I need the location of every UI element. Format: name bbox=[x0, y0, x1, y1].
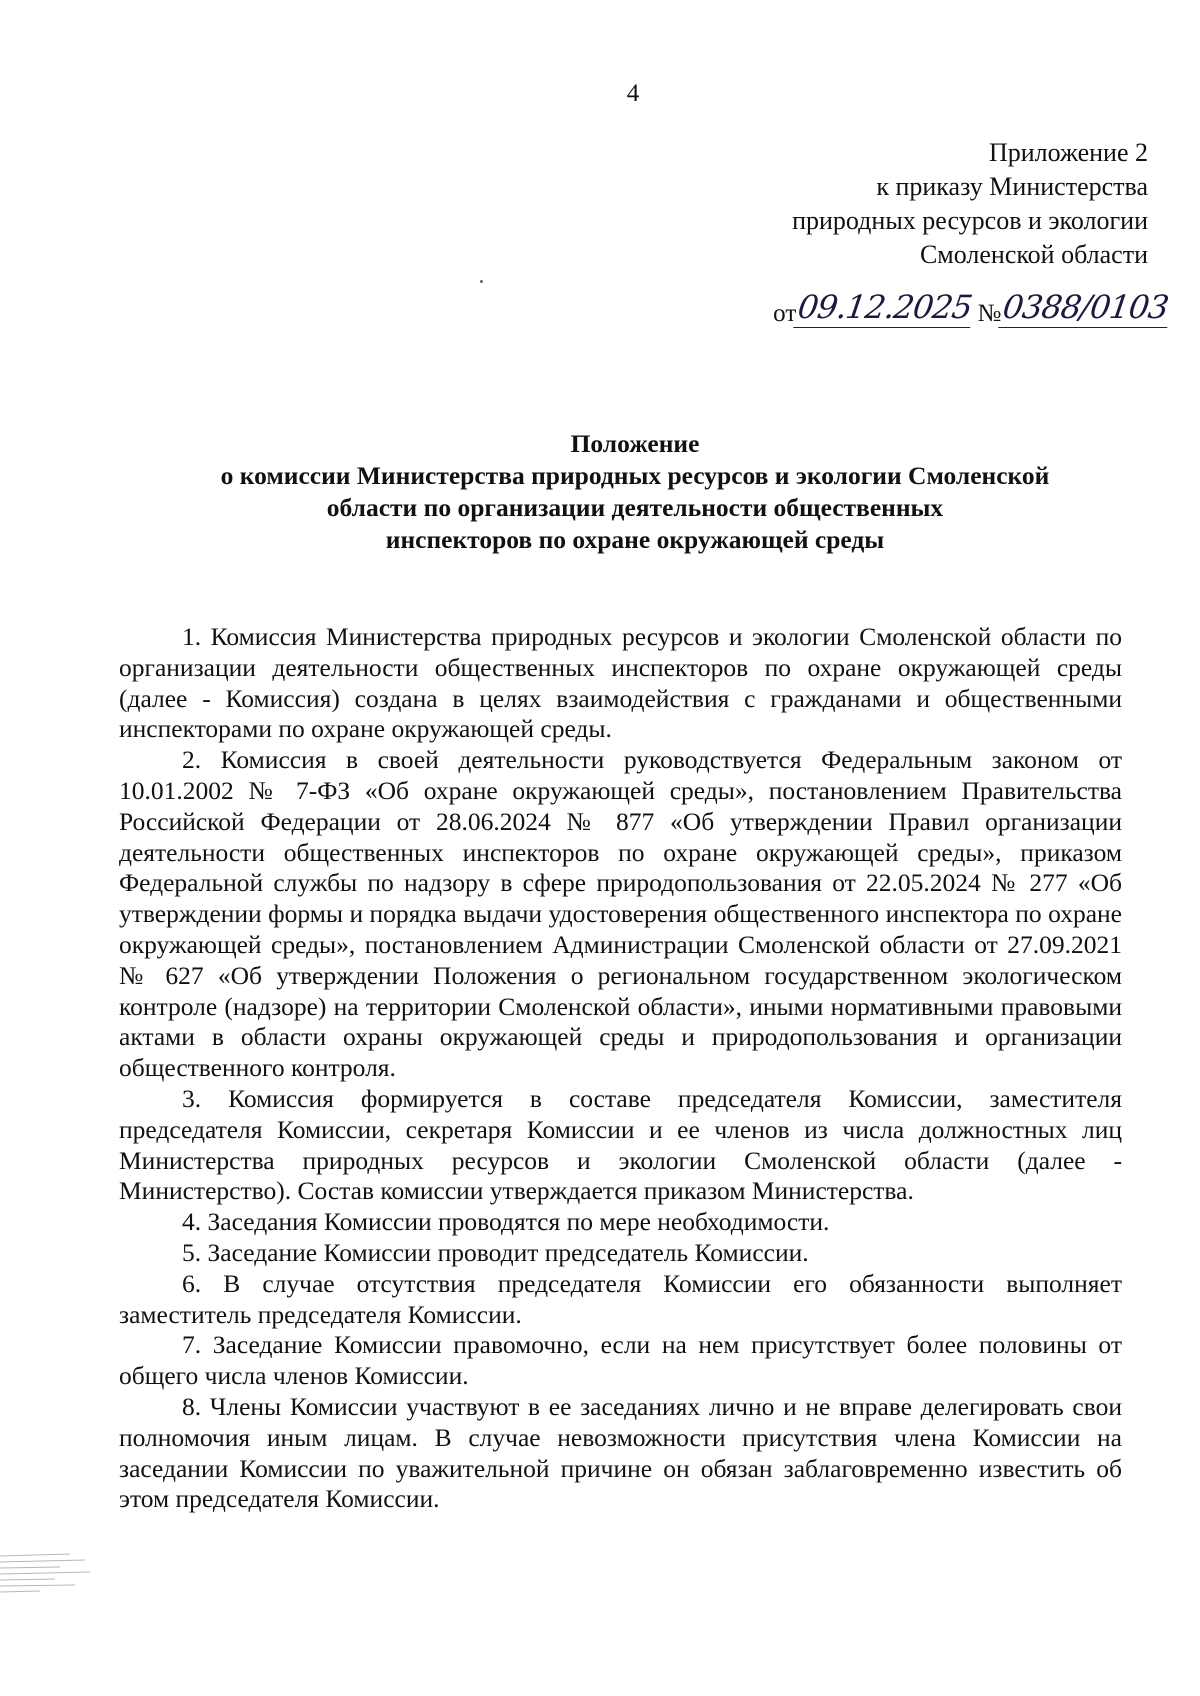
page-number: 4 bbox=[626, 80, 640, 107]
title-line: Положение bbox=[570, 429, 700, 458]
handwritten-number: 0388/0103 bbox=[999, 288, 1173, 328]
appendix-line: Приложение 2 bbox=[988, 138, 1148, 167]
title-line: области по организации деятельности общественных bbox=[326, 493, 944, 522]
date-prefix: от bbox=[773, 300, 797, 327]
scan-dot bbox=[480, 280, 483, 283]
paragraph: 1. Комиссия Министерства природных ресурсов и экологии Смоленской области по организации деятельности общественных инспекторов по охране окружающей среды (далее - Комиссия) создана в целях взаимодействия с гражданами и общественными инспекторами по охране окружающей среды. bbox=[119, 622, 1122, 744]
paragraph: 7. Заседание Комиссии правомочно, если на нем присутствует более половины от общего числа членов Комиссии. bbox=[119, 1330, 1122, 1391]
handwritten-date: 09.12.2025 bbox=[793, 288, 976, 328]
paragraph: 3. Комиссия формируется в составе председателя Комиссии, заместителя председателя Комиссии, секретаря Комиссии и ее членов из числа должностных лиц Министерства природных ресурсов и экологии Смоленской области (далее - Министерство). Состав комиссии утверждается приказом Министерства. bbox=[119, 1083, 1122, 1206]
document-title bbox=[150, 428, 1120, 556]
number-prefix: № bbox=[977, 300, 1002, 327]
paragraph: 5. Заседание Комиссии проводит председатель Комиссии. bbox=[182, 1237, 809, 1267]
appendix-line: природных ресурсов и экологии bbox=[792, 206, 1148, 235]
order-date-number bbox=[773, 288, 1170, 328]
paragraph: 2. Комиссия в своей деятельности руководствуется Федеральным законом от 10.01.2002 № 7-ФЗ «Об охране окружающей среды», постановлением Правительства Российской Федерации от 28.06.2024 № 877 «Об утверждении Правил организации деятельности общественных инспекторов по охране окружающей среды», приказом Федеральной службы по надзору в сфере природопользования от 22.05.2024 № 277 «Об утверждении формы и порядка выдачи удостоверения общественного инспектора по охране окружающей среды», постановлением Администрации Смоленской области от 27.09.2021 № 627 «Об утверждении Положения о региональном государственном экологическом контроле (надзоре) на территории Смоленской области», иными нормативными правовыми актами в области охраны окружающей среды и природопользования и организации общественного контроля. bbox=[119, 745, 1122, 1083]
paragraph: 4. Заседания Комиссии проводятся по мере необходимости. bbox=[182, 1207, 830, 1237]
document-body bbox=[119, 622, 1122, 1515]
paragraph: 8. Члены Комиссии участвуют в ее заседаниях лично и не вправе делегировать свои полномочия иным лицам. В случае невозможности присутствия члена Комиссии на заседании Комиссии по уважительной причине он обязан заблаговременно известить об этом председателя Комиссии. bbox=[119, 1391, 1122, 1514]
paragraph: 6. В случае отсутствия председателя Комиссии его обязанности выполняет заместитель председателя Комиссии. bbox=[119, 1268, 1122, 1329]
appendix-line: Смоленской области bbox=[919, 240, 1148, 269]
scan-artifact bbox=[0, 1548, 100, 1608]
title-line: о комиссии Министерства природных ресурсов и экологии Смоленской bbox=[220, 461, 1050, 490]
appendix-header bbox=[792, 136, 1148, 272]
title-line: инспекторов по охране окружающей среды bbox=[385, 525, 885, 554]
appendix-line: к приказу Министерства bbox=[876, 172, 1148, 201]
